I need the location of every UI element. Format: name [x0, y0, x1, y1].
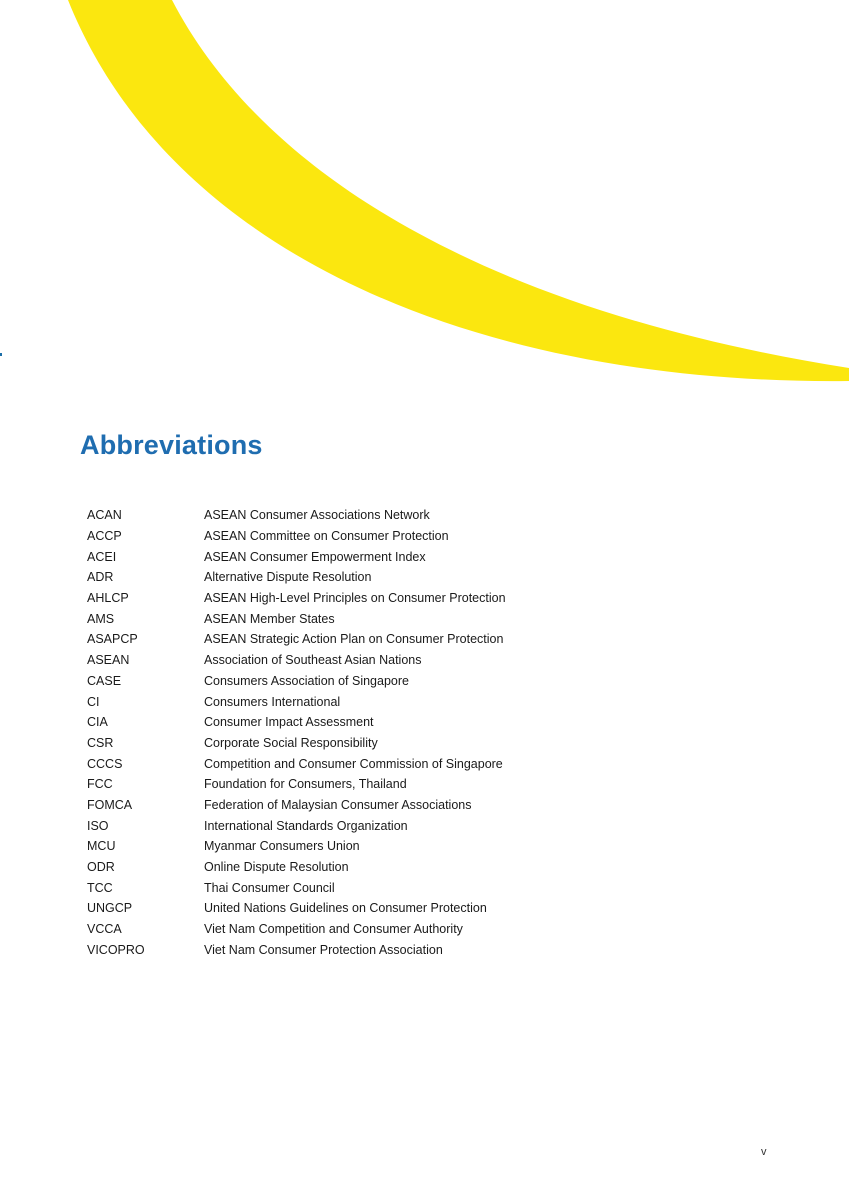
abbreviation-code: ASAPCP	[87, 632, 138, 647]
abbreviation-row	[87, 733, 787, 754]
margin-mark	[0, 353, 2, 356]
abbreviation-code: VCCA	[87, 922, 122, 937]
abbreviation-code: AMS	[87, 611, 115, 626]
page-number: v	[761, 1146, 767, 1158]
abbreviation-meaning: ASEAN Committee on Consumer Protection	[204, 529, 449, 544]
abbreviation-meaning: Consumers International	[204, 694, 341, 709]
abbreviation-code: UNGCP	[87, 901, 133, 916]
abbreviation-row	[87, 753, 787, 774]
abbreviation-meaning: ASEAN Member States	[204, 611, 335, 626]
abbreviation-code: CCCS	[87, 756, 123, 771]
abbreviation-code: CSR	[87, 735, 114, 750]
abbreviation-row	[87, 815, 787, 836]
abbreviation-row	[87, 650, 787, 671]
abbreviation-meaning: ASEAN Consumer Empowerment Index	[204, 549, 426, 564]
abbreviation-row	[87, 898, 787, 919]
abbreviation-row	[87, 546, 787, 567]
abbreviation-code: ISO	[87, 818, 109, 833]
abbreviation-code: ACCP	[87, 529, 122, 544]
abbreviation-code: ASEAN	[87, 653, 130, 668]
abbreviation-meaning: Federation of Malaysian Consumer Associations	[204, 797, 472, 812]
abbreviation-row	[87, 671, 787, 692]
abbreviation-code: ACAN	[87, 508, 122, 523]
abbreviation-code: FCC	[87, 777, 113, 792]
abbreviation-code: ODR	[87, 860, 115, 875]
abbreviation-row	[87, 608, 787, 629]
abbreviation-code: CI	[87, 694, 100, 709]
abbreviation-row	[87, 526, 787, 547]
abbreviation-row	[87, 795, 787, 816]
abbreviation-meaning: Foundation for Consumers, Thailand	[204, 777, 407, 792]
abbreviation-meaning: Consumers Association of Singapore	[204, 673, 409, 688]
abbreviation-meaning: International Standards Organization	[204, 818, 408, 833]
abbreviation-code: ACEI	[87, 549, 117, 564]
abbreviation-meaning: Myanmar Consumers Union	[204, 839, 360, 854]
abbreviation-code: MCU	[87, 839, 116, 854]
abbreviation-meaning: Alternative Dispute Resolution	[204, 570, 372, 585]
abbreviation-meaning: Competition and Consumer Commission of Singapore	[204, 756, 503, 771]
abbreviation-code: CASE	[87, 673, 122, 688]
abbreviation-code: AHLCP	[87, 591, 129, 606]
abbreviation-row	[87, 836, 787, 857]
abbreviation-meaning: Thai Consumer Council	[204, 880, 335, 895]
abbreviation-row	[87, 712, 787, 733]
abbreviation-row	[87, 588, 787, 609]
abbreviation-meaning: Association of Southeast Asian Nations	[204, 653, 422, 668]
yellow-arc	[68, 0, 849, 381]
abbreviation-meaning: United Nations Guidelines on Consumer Protection	[204, 901, 487, 916]
abbreviation-meaning: Viet Nam Consumer Protection Association	[204, 942, 443, 957]
abbreviation-list	[87, 505, 787, 960]
abbreviation-meaning: ASEAN Strategic Action Plan on Consumer Protection	[204, 632, 504, 647]
abbreviation-meaning: Corporate Social Responsibility	[204, 735, 378, 750]
abbreviation-row	[87, 505, 787, 526]
abbreviation-row	[87, 939, 787, 960]
abbreviation-row	[87, 857, 787, 878]
abbreviation-meaning: ASEAN High-Level Principles on Consumer Protection	[204, 591, 506, 606]
abbreviation-code: ADR	[87, 570, 114, 585]
abbreviation-row	[87, 919, 787, 940]
abbreviation-row	[87, 877, 787, 898]
decorative-swoosh	[0, 0, 849, 400]
abbreviation-row	[87, 567, 787, 588]
abbreviation-meaning: Consumer Impact Assessment	[204, 715, 374, 730]
page-title: Abbreviations	[80, 430, 263, 460]
abbreviation-code: FOMCA	[87, 797, 133, 812]
abbreviation-meaning: Online Dispute Resolution	[204, 860, 349, 875]
abbreviation-meaning: Viet Nam Competition and Consumer Authority	[204, 922, 463, 937]
abbreviation-code: VICOPRO	[87, 942, 145, 957]
abbreviation-code: CIA	[87, 715, 108, 730]
abbreviation-meaning: ASEAN Consumer Associations Network	[204, 508, 430, 523]
abbreviation-row	[87, 774, 787, 795]
abbreviation-row	[87, 629, 787, 650]
abbreviation-row	[87, 691, 787, 712]
abbreviation-code: TCC	[87, 880, 113, 895]
